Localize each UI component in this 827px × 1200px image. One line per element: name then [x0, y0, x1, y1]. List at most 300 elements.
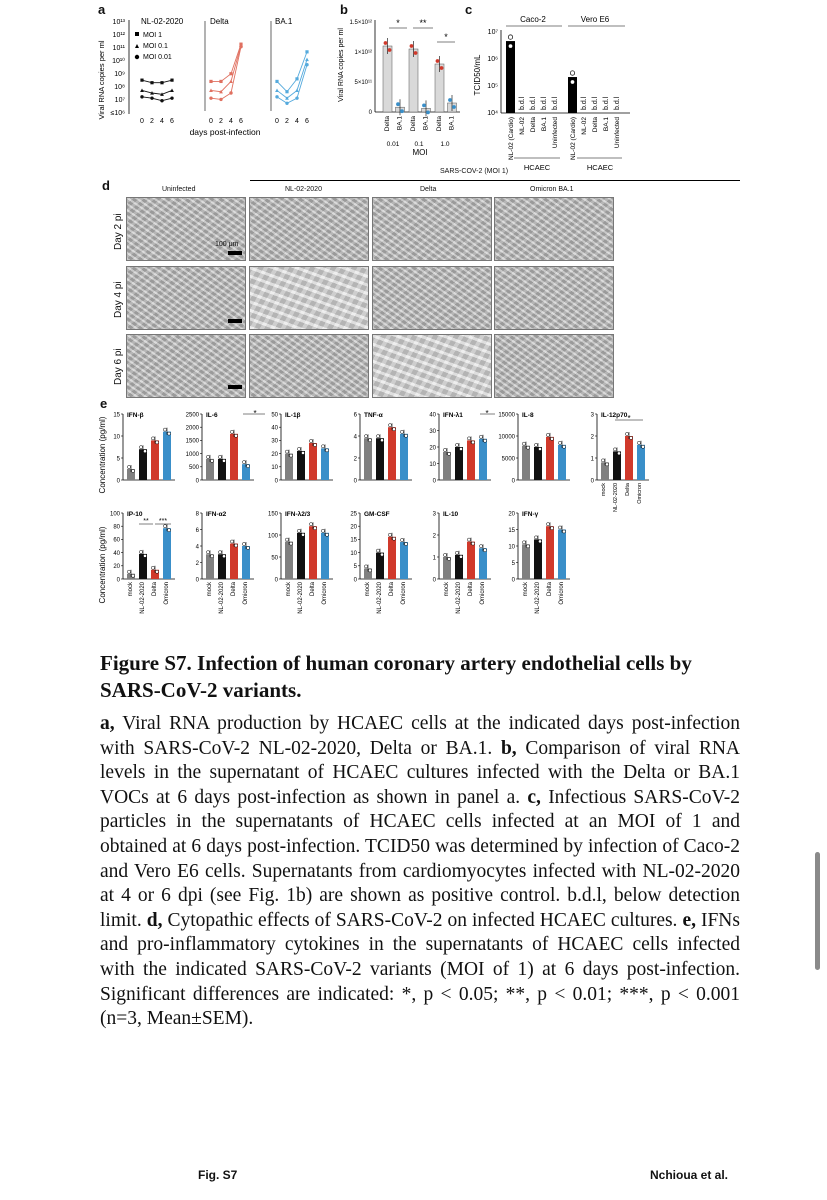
data-point: [239, 45, 242, 48]
data-point: [151, 566, 154, 569]
ytick-label: 2: [590, 434, 594, 441]
data-point: [219, 80, 222, 83]
data-point: [295, 89, 299, 93]
ytick-label: 10: [508, 544, 515, 551]
data-point: [143, 450, 146, 453]
bar: [400, 434, 408, 480]
data-point: [297, 529, 300, 532]
ytick-label: 5: [511, 560, 515, 567]
data-point: [309, 439, 312, 442]
data-point: [289, 542, 292, 545]
chart-title: IL-10: [443, 511, 459, 518]
data-point: [570, 71, 574, 75]
data-point: [127, 465, 130, 468]
panel-a-yticks: [110, 19, 125, 117]
bar: [534, 539, 542, 579]
chart-title: IFN-β: [127, 412, 144, 419]
data-point: [170, 79, 173, 82]
ytick-label: 4: [353, 434, 357, 441]
data-point: [230, 540, 233, 543]
ytick: 10⁸: [114, 84, 125, 91]
data-point: [426, 111, 430, 115]
bar: [546, 437, 554, 480]
data-point: [210, 459, 213, 462]
data-point: [508, 35, 512, 39]
ytick: 10¹³: [112, 19, 125, 26]
data-point: [229, 80, 233, 84]
bar: [285, 454, 293, 480]
data-point: [289, 454, 292, 457]
ytick-label: 20: [429, 445, 436, 452]
panel-b-bars: [383, 38, 457, 116]
data-point: [392, 428, 395, 431]
caption-text-b: Comparison of viral RNA levels in the supernatant of HCAEC cultures infected with the Delta or BA.1 VOCs at 6 days post-infection as shown in panel a.: [100, 737, 740, 808]
sig-mark: *: [627, 414, 631, 423]
ytick-label: 2: [353, 456, 357, 463]
x-tick-label: Uninfected: [552, 117, 559, 149]
panel-b-chart: [335, 10, 465, 160]
x-tick-label: Omicron: [401, 582, 407, 605]
bar: [388, 427, 396, 480]
ytick: 10⁴: [487, 110, 498, 117]
data-point: [452, 105, 456, 109]
data-point: [209, 96, 212, 99]
data-point: [526, 545, 529, 548]
x-tick-label: BA.1: [448, 116, 456, 131]
data-point: [637, 441, 640, 444]
moi-label: 0.01: [386, 141, 400, 148]
ytick-label: 40: [113, 550, 120, 557]
bar: [206, 554, 214, 579]
legend-marker-triangle: [135, 44, 139, 48]
legend-marker-square: [135, 32, 139, 36]
data-point: [150, 81, 153, 84]
bar: [506, 41, 515, 113]
data-point: [459, 555, 462, 558]
sig-mark: **: [419, 18, 427, 28]
x-tick-label: Delta: [384, 116, 391, 132]
data-point: [443, 553, 446, 556]
data-point: [400, 430, 403, 433]
bar: [218, 554, 226, 579]
data-point: [392, 537, 395, 540]
caption-label-b: b,: [500, 737, 517, 759]
ytick-label: 0: [116, 577, 120, 584]
data-point: [467, 437, 470, 440]
panel-label-d: d: [102, 178, 110, 193]
caption-label-c: c,: [527, 786, 541, 808]
ytick-label: 40: [429, 412, 436, 419]
ytick-label: 4: [195, 544, 199, 551]
data-point: [167, 432, 170, 435]
data-point: [629, 436, 632, 439]
data-point: [376, 549, 379, 552]
ytick-label: 2500: [185, 412, 199, 419]
svg-text:6: 6: [305, 118, 309, 125]
data-point: [285, 90, 288, 93]
data-point: [234, 544, 237, 547]
x-tick-label: NL-02 (Cardio): [570, 117, 577, 160]
ytick-label: 100: [109, 511, 120, 518]
data-point: [479, 435, 482, 438]
svg-text:4: 4: [295, 118, 299, 125]
bdl-label: b.d.l: [530, 96, 537, 110]
panel-a-ylabel: Viral RNA copies per ml: [97, 40, 106, 120]
ytick-label: 0: [116, 478, 120, 485]
x-tick-label: NL-02-2020: [613, 483, 619, 513]
caption-label-d: d,: [146, 909, 163, 931]
ytick-label: 10: [113, 434, 120, 441]
data-point: [218, 551, 221, 554]
chart-title: IL-6: [206, 412, 218, 419]
bar: [479, 548, 487, 579]
x-tick-label: Omicron: [322, 582, 328, 605]
x-tick-label: Delta: [410, 116, 417, 132]
data-point: [522, 541, 525, 544]
x-tick-label: mock: [207, 582, 213, 597]
data-point: [538, 540, 541, 543]
panel-b-ylabel: Viral RNA copies per ml: [338, 28, 345, 102]
chart-title: IFN-λ1: [443, 412, 463, 419]
data-point: [140, 79, 143, 82]
x-tick-label: Omicron: [559, 582, 565, 605]
caption-text-e: IFNs and pro-inflammatory cytokines in the supernatants of HCAEC cells infected with the indicated SARS-CoV-2 variants (MOI of 1) at 6 days post-infection. Significant differences are indicated: *, p < 0.05; **, p < 0.01; ***, p < 0.001 (n=3, Mean±SEM).: [100, 909, 740, 1030]
ytick-label: 3: [590, 412, 594, 419]
ytick: 1×10¹²: [354, 50, 372, 56]
data-point: [305, 50, 308, 53]
data-point: [246, 465, 249, 468]
micrograph-delta-day6: [372, 334, 492, 398]
data-point: [380, 553, 383, 556]
data-point: [222, 459, 225, 462]
data-point: [368, 439, 371, 442]
moi-label: 1.0: [440, 141, 450, 148]
bar: [479, 439, 487, 480]
ytick-label: 0: [274, 577, 278, 584]
x-tick-label: BA.1: [422, 116, 430, 131]
bar: [388, 537, 396, 579]
data-point: [229, 91, 232, 94]
data-point: [601, 459, 604, 462]
ytick-label: 10: [350, 550, 357, 557]
ytick-label: 500: [188, 465, 199, 472]
scrollbar-thumb[interactable]: [815, 852, 820, 970]
panel-c-ylabel: TCID50/mL: [473, 54, 482, 96]
bar: [409, 49, 418, 112]
caption-text-a: Viral RNA production by HCAEC cells at the indicated days post-infection with SARS-CoV-2 NL-02-2020, Delta or BA.1.: [100, 713, 740, 759]
scale-label: 100 μm: [215, 241, 239, 248]
ytick: 10¹²: [112, 32, 125, 39]
footer-authors: Nchioua et al.: [650, 1168, 729, 1182]
ytick-label: 30: [271, 438, 278, 445]
ytick-label: 25: [350, 511, 357, 518]
x-tick-label: NL-02-2020: [377, 582, 383, 614]
x-tick-label: Delta: [152, 582, 158, 597]
x-tick-label: Omicron: [164, 582, 170, 605]
ytick-label: 0: [432, 478, 436, 485]
bar: [558, 530, 566, 580]
moi-label: 0.1: [414, 141, 424, 148]
data-point: [325, 533, 328, 536]
x-tick-label: NL-02-2020: [219, 582, 225, 614]
data-point: [483, 439, 486, 442]
x-tick-label: BA.1: [541, 117, 548, 132]
series-line-moi01: [142, 90, 172, 94]
data-point: [325, 449, 328, 452]
bar: [376, 438, 384, 480]
series-line-moi001: [211, 47, 241, 100]
data-point: [313, 443, 316, 446]
x-tick-label: Delta: [625, 483, 631, 496]
micrograph-nl02-day6: [249, 334, 369, 398]
x-tick-label: Delta: [547, 582, 553, 597]
x-tick-label: Omicron: [243, 582, 249, 605]
x-tick-label: Omicron: [480, 582, 486, 605]
data-point: [150, 96, 153, 99]
ytick: 1.5×10¹²: [349, 20, 372, 26]
x-tick-label: NL-02-2020: [535, 582, 541, 614]
data-point: [376, 435, 379, 438]
x-tick-label: NL-02 (Cardio): [508, 117, 515, 160]
data-point: [163, 428, 166, 431]
x-tick-label: Delta: [231, 582, 237, 597]
sig-mark: *: [396, 18, 400, 28]
ytick-label: 15: [113, 412, 120, 419]
chart-title: TNF-α: [364, 412, 383, 419]
data-point: [550, 437, 553, 440]
caption-text-c: Infectious SARS-CoV-2 particles in the supernatants of HCAEC cells infected at an MOI of 1 and obtained at 6 days post-infection. TCID50 was determined by infection of Caco-2 and Vero E6 cells. Supernatants from cardiomyocytes infected with NL-02-2020 at 4 or 6 dpi (see Fig. 1b) are shown as positive control. b.d.l, below detection limit.: [100, 786, 740, 931]
scale-bar: [228, 385, 242, 389]
data-point: [526, 446, 529, 449]
ytick-label: 20: [113, 564, 120, 571]
ytick: 0: [368, 110, 372, 116]
bar: [321, 533, 329, 579]
data-point: [313, 527, 316, 530]
data-point: [440, 66, 444, 70]
data-point: [617, 452, 620, 455]
data-point: [558, 441, 561, 444]
ytick-label: 10000: [498, 434, 515, 441]
bar: [546, 526, 554, 579]
bar: [230, 434, 238, 480]
data-point: [605, 463, 608, 466]
data-point: [131, 469, 134, 472]
data-point: [131, 574, 134, 577]
caption-text-d: Cytopathic effects of SARS-CoV-2 on infected HCAEC cultures.: [162, 909, 683, 931]
data-point: [140, 95, 143, 98]
data-point: [151, 437, 154, 440]
data-point: [404, 542, 407, 545]
bar: [163, 432, 171, 480]
data-point: [242, 461, 245, 464]
data-point: [613, 448, 616, 451]
ytick-label: 1000: [185, 451, 199, 458]
data-point: [167, 529, 170, 532]
micrograph-nl02-day4: [249, 266, 369, 330]
ytick-label: 15: [508, 527, 515, 534]
data-point: [295, 96, 298, 99]
ytick-label: 2: [195, 560, 199, 567]
data-point: [285, 450, 288, 453]
bar: [376, 553, 384, 579]
scale-bar: [228, 251, 242, 255]
ytick-label: 0: [353, 577, 357, 584]
bar: [637, 445, 645, 480]
data-point: [388, 533, 391, 536]
panel-d-row-day4: Day 4 pi: [113, 281, 124, 318]
bar: [625, 436, 633, 480]
legend-moi001: MOI 0.01: [143, 54, 172, 61]
data-point: [321, 529, 324, 532]
panel-label-c: c: [465, 2, 473, 17]
panel-c-title-caco2: Caco-2: [520, 15, 546, 24]
ytick-label: 5000: [501, 456, 515, 463]
panel-d-col-nl02: NL-02-2020: [285, 186, 322, 193]
data-point: [384, 41, 388, 45]
data-point: [471, 542, 474, 545]
micrograph-omicron-day6: [494, 334, 614, 398]
data-point: [522, 442, 525, 445]
bar: [534, 447, 542, 480]
data-point: [471, 441, 474, 444]
data-point: [305, 58, 309, 62]
sig-mark: *: [444, 32, 448, 42]
data-point: [447, 557, 450, 560]
data-point: [275, 95, 278, 98]
data-point: [210, 555, 213, 558]
figure-caption-title: Figure S7. Infection of human coronary artery endothelial cells by SARS-CoV-2 variants.: [100, 651, 692, 702]
data-point: [301, 533, 304, 536]
data-point: [230, 430, 233, 433]
data-point: [206, 455, 209, 458]
ytick-label: 6: [353, 412, 357, 419]
bdl-label: b.d.l: [581, 96, 588, 110]
bdl-label: b.d.l: [614, 96, 621, 110]
ytick: 10⁶: [487, 56, 498, 63]
panel-c-hcaec-2: HCAEC: [586, 163, 614, 172]
bdl-label: b.d.l: [552, 96, 559, 110]
panel-a-title-ba1: BA.1: [275, 17, 293, 26]
panel-d-col-omicron: Omicron BA.1: [530, 186, 574, 193]
panel-a-plots: [140, 21, 309, 111]
chart-title: IP-10: [127, 511, 143, 518]
ytick: 10¹¹: [112, 45, 125, 52]
micrograph-delta-day4: [372, 266, 492, 330]
x-tick-label: Delta: [592, 117, 599, 133]
bar: [151, 440, 159, 480]
bar: [230, 544, 238, 579]
ytick: ≤10⁶: [110, 110, 125, 117]
ytick-label: 5: [116, 456, 120, 463]
bar: [321, 448, 329, 480]
svg-text:2: 2: [150, 118, 154, 125]
ytick-label: 60: [113, 537, 120, 544]
bar: [285, 542, 293, 579]
x-tick-label: mock: [601, 483, 607, 497]
data-point: [206, 551, 209, 554]
data-point: [546, 523, 549, 526]
bar: [297, 451, 305, 480]
ytick: 10⁵: [487, 83, 498, 90]
caption-label-a: a,: [100, 713, 115, 734]
x-tick-label: NL-02-2020: [298, 582, 304, 614]
ytick-label: 100: [267, 533, 278, 540]
data-point: [400, 538, 403, 541]
data-point: [570, 80, 574, 84]
chart-title: IFN-γ: [522, 511, 539, 518]
series-line-moi001: [277, 65, 307, 104]
data-point: [455, 551, 458, 554]
data-point: [170, 89, 174, 93]
bar: [309, 526, 317, 579]
panel-c-chart: [470, 10, 640, 180]
micrograph-omicron-day2: [494, 197, 614, 261]
panel-c-title-vero: Vero E6: [580, 15, 610, 24]
data-point: [538, 447, 541, 450]
ytick-label: 20: [271, 451, 278, 458]
ytick-label: 0: [195, 478, 199, 485]
data-point: [368, 569, 371, 572]
ytick-label: 15000: [498, 412, 515, 419]
x-tick-label: mock: [523, 582, 529, 597]
data-point: [275, 89, 279, 93]
data-point: [295, 77, 298, 80]
data-point: [388, 48, 392, 52]
panel-label-a: a: [98, 2, 106, 17]
data-point: [242, 542, 245, 545]
panel-a-xticks: [140, 118, 309, 125]
data-point: [562, 530, 565, 533]
data-point: [448, 98, 452, 102]
data-point: [404, 434, 407, 437]
x-tick-label: mock: [286, 582, 292, 597]
ytick-label: 15: [350, 537, 357, 544]
data-point: [139, 550, 142, 553]
ytick-label: 0: [511, 478, 515, 485]
data-point: [459, 447, 462, 450]
data-point: [625, 432, 628, 435]
panel-a-legend: [135, 32, 172, 61]
x-tick-label: Delta: [530, 117, 537, 133]
data-point: [534, 443, 537, 446]
panel-e-charts: [95, 400, 735, 640]
scale-bar: [228, 319, 242, 323]
panel-d-col-delta: Delta: [420, 186, 437, 193]
ytick-label: 6: [195, 527, 199, 534]
series-line-moi1: [142, 80, 172, 83]
chart-title: IFN-α2: [206, 511, 227, 518]
data-point: [140, 89, 144, 93]
data-point: [550, 527, 553, 530]
data-point: [479, 545, 482, 548]
data-point: [246, 546, 249, 549]
x-tick-label: Delta: [310, 582, 316, 597]
bar: [242, 546, 250, 579]
bar: [443, 452, 451, 480]
ytick-label: 20: [508, 511, 515, 518]
panel-a-xlabel: days post-infection: [189, 127, 261, 137]
legend-moi1: MOI 1: [143, 32, 163, 39]
data-point: [546, 433, 549, 436]
panel-e-row2: [110, 510, 570, 614]
data-point: [410, 44, 414, 48]
panel-d-header: SARS-COV-2 (MOI 1): [440, 168, 509, 175]
data-point: [155, 441, 158, 444]
ytick-label: 3: [432, 511, 436, 518]
data-point: [396, 102, 400, 106]
x-tick-label: BA.1: [603, 117, 610, 132]
svg-text:2: 2: [285, 118, 289, 125]
